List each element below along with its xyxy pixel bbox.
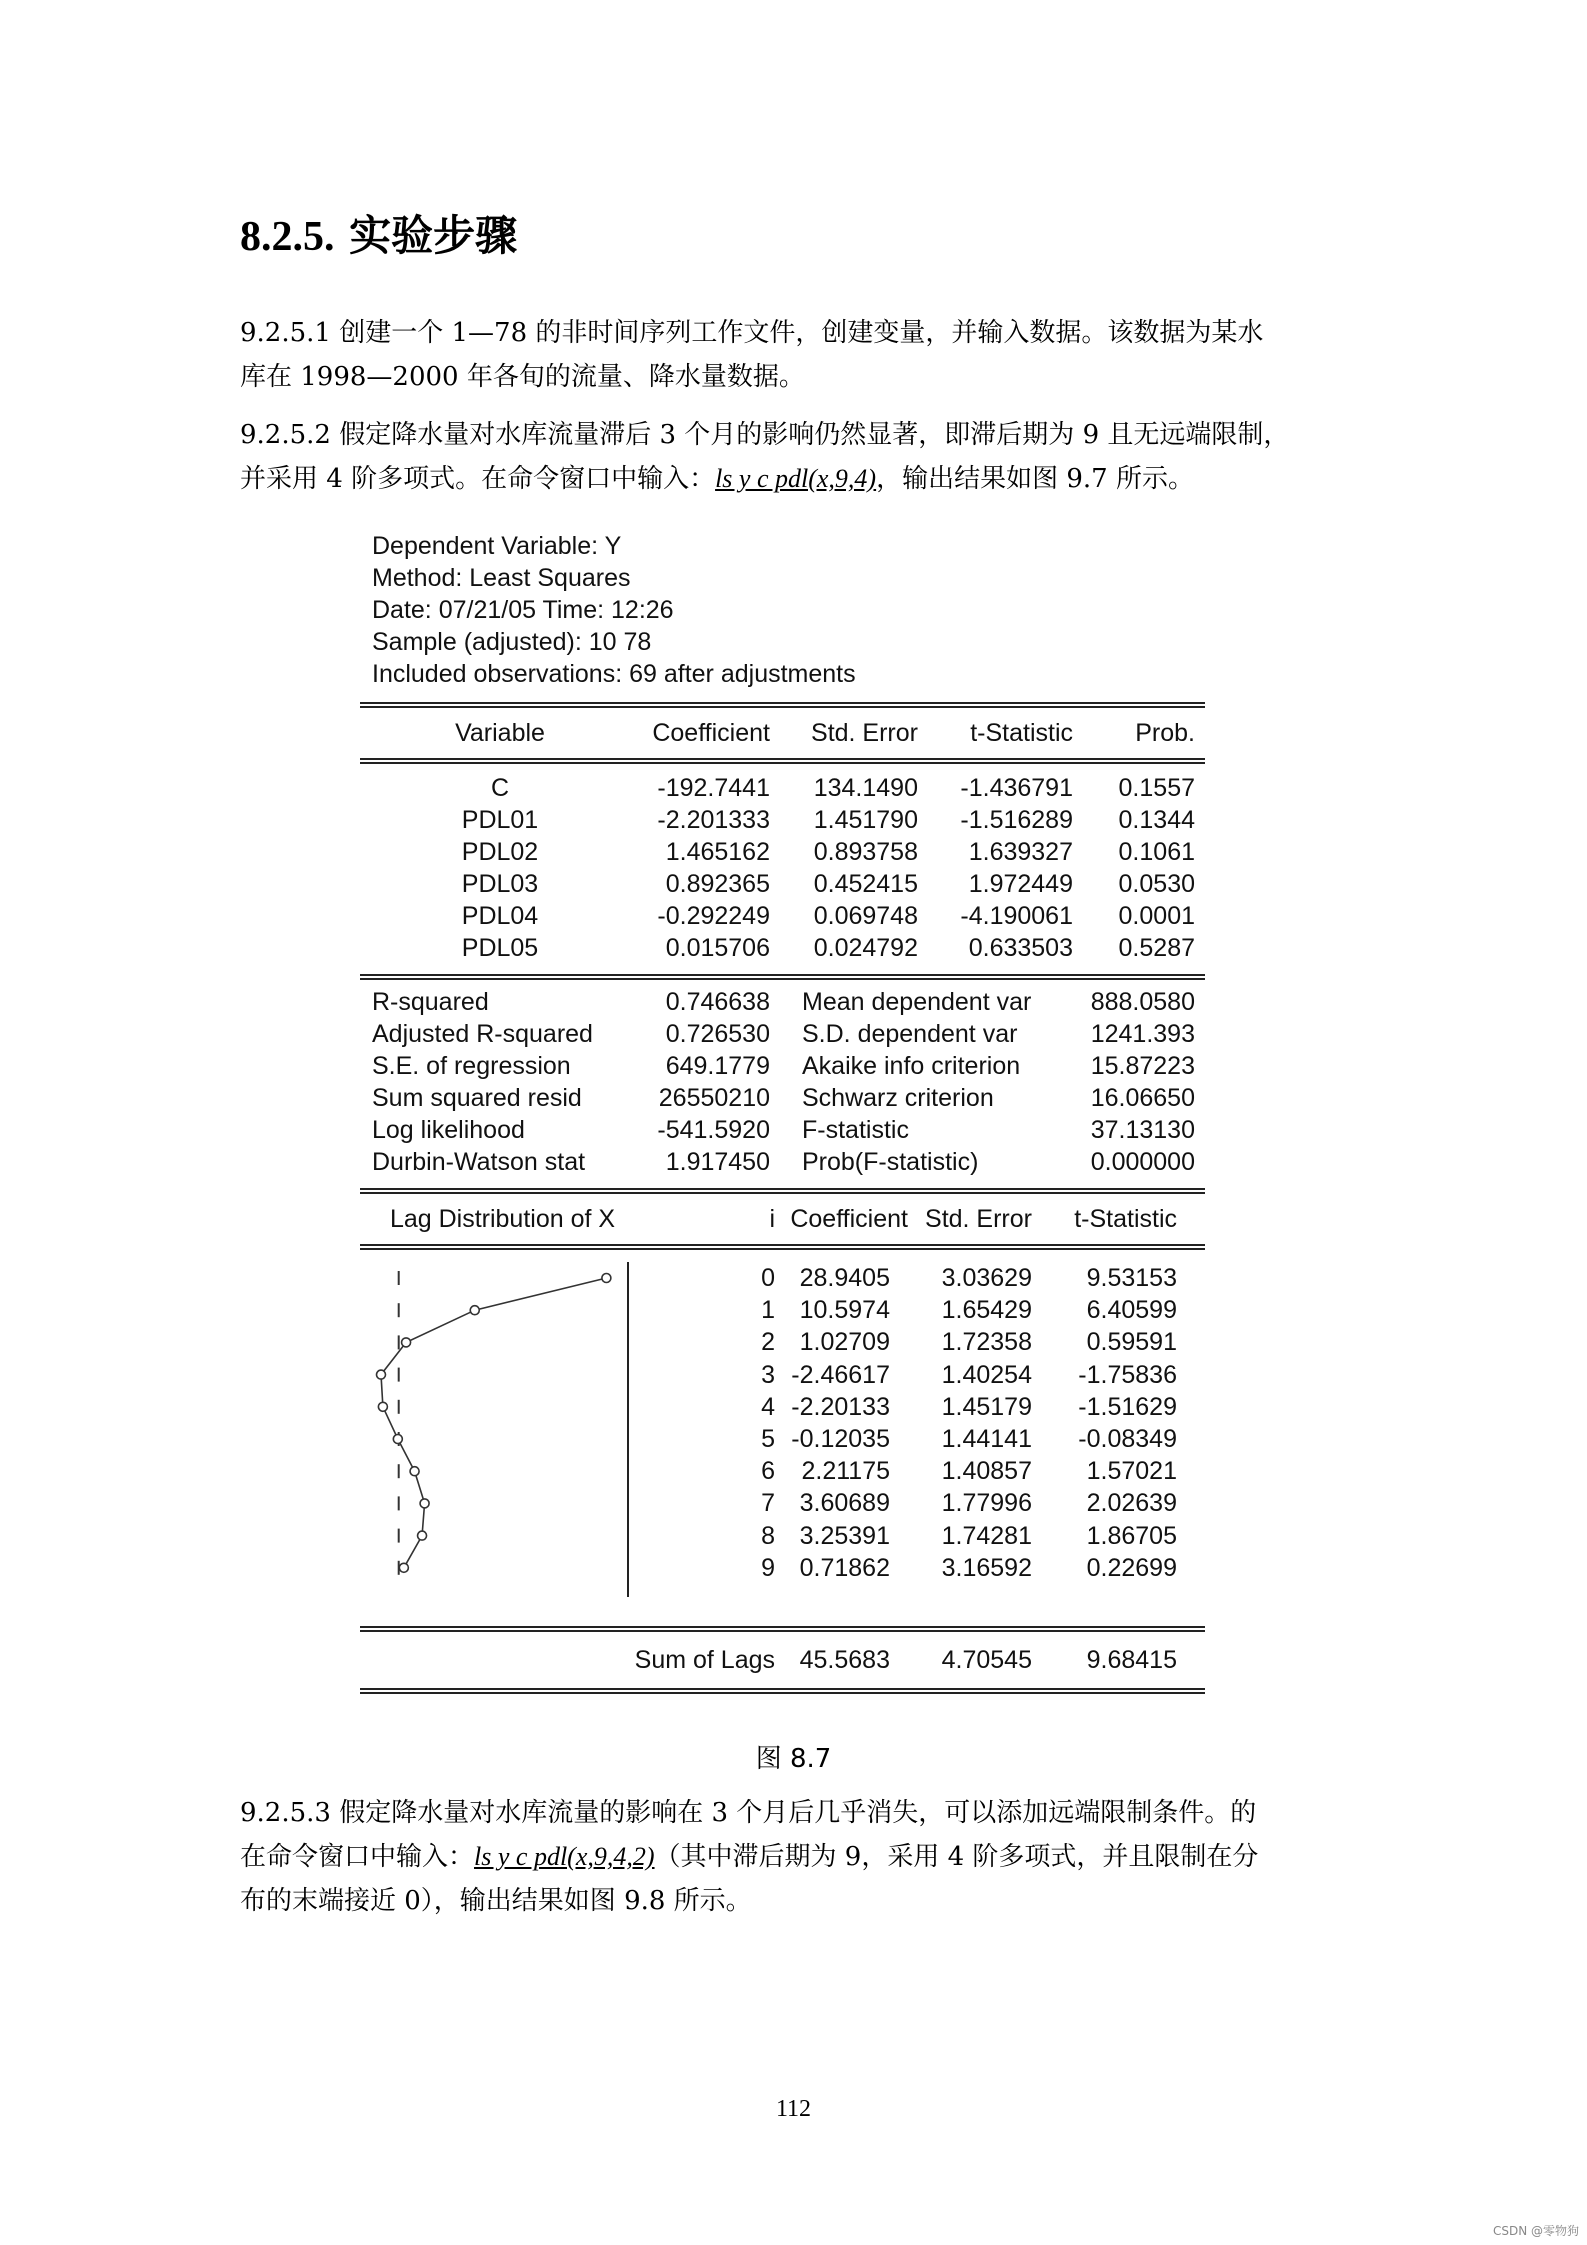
stat-label-left: Log likelihood bbox=[372, 1116, 525, 1144]
stat-value-left: 26550210 bbox=[658, 1084, 770, 1112]
output-header-line: Date: 07/21/05 Time: 12:26 bbox=[372, 596, 674, 624]
coef-std-error: 0.069748 bbox=[813, 902, 918, 930]
figure-caption: 图 8.7 bbox=[755, 1744, 832, 1774]
lag-section bbox=[360, 1262, 1205, 1622]
lag-row bbox=[360, 1359, 1205, 1391]
output-header-line: Sample (adjusted): 10 78 bbox=[372, 628, 652, 656]
coef-t-statistic: 1.639327 bbox=[968, 838, 1073, 866]
stat-value-right: 16.06650 bbox=[1090, 1084, 1195, 1112]
coef-prob: 0.1061 bbox=[1118, 838, 1195, 866]
lag-i: 8 bbox=[761, 1521, 775, 1550]
stat-value-left: 0.746638 bbox=[665, 988, 770, 1016]
lag-std-error: 1.40254 bbox=[941, 1360, 1032, 1389]
lag-row bbox=[360, 1423, 1205, 1455]
paragraph-3-line-2 bbox=[240, 1835, 1335, 1879]
coef-prob: 0.1344 bbox=[1118, 806, 1195, 834]
paragraph-3-line-1: 9.2.5.3 假定降水量对水库流量的影响在 3 个月后几乎消失，可以添加远端限制条件。的 bbox=[240, 1798, 1257, 1828]
lag-i: 0 bbox=[761, 1264, 775, 1292]
paragraph-3-line-3: 布的末端接近 0），输出结果如图 9.8 所示。 bbox=[240, 1886, 752, 1916]
col-prob: Prob. bbox=[1135, 719, 1195, 747]
lag-t-statistic: -1.51629 bbox=[1078, 1392, 1177, 1421]
coef-variable: PDL04 bbox=[461, 902, 539, 930]
coef-std-error: 1.451790 bbox=[813, 806, 918, 834]
section-heading bbox=[240, 203, 517, 263]
lag-std-error: 1.74281 bbox=[941, 1521, 1032, 1550]
eviews-output-table bbox=[360, 530, 1205, 1694]
stat-label-right: Prob(F-statistic) bbox=[802, 1148, 979, 1176]
lag-col-t-statistic: t-Statistic bbox=[1074, 1205, 1177, 1233]
coef-prob: 0.1557 bbox=[1118, 774, 1195, 802]
stat-value-right: 37.13130 bbox=[1090, 1116, 1195, 1144]
coef-prob: 0.0001 bbox=[1118, 902, 1195, 930]
command-code-2: ls y c pdl(x,9,4,2) bbox=[474, 1842, 655, 1871]
lag-i: 5 bbox=[761, 1424, 775, 1453]
coef-variable: C bbox=[490, 774, 510, 802]
lag-coefficient: -0.12035 bbox=[791, 1424, 890, 1453]
coef-std-error: 0.893758 bbox=[813, 838, 918, 866]
lag-col-coefficient: Coefficient bbox=[790, 1205, 908, 1233]
section-number: 8.2.5. bbox=[240, 214, 335, 260]
lag-row bbox=[360, 1294, 1205, 1326]
coef-t-statistic: 1.972449 bbox=[968, 870, 1073, 898]
col-variable: Variable bbox=[455, 719, 545, 747]
lag-std-error: 3.03629 bbox=[941, 1264, 1032, 1292]
lag-row bbox=[360, 1520, 1205, 1552]
lag-i: 1 bbox=[761, 1296, 775, 1325]
lag-std-error: 3.16592 bbox=[941, 1553, 1032, 1582]
lag-std-error: 1.72358 bbox=[941, 1328, 1032, 1357]
coef-prob: 0.0530 bbox=[1118, 870, 1195, 898]
lag-i: 4 bbox=[761, 1392, 775, 1421]
coef-row bbox=[360, 772, 1205, 804]
lag-t-statistic: 2.02639 bbox=[1086, 1489, 1177, 1518]
lag-i: 7 bbox=[761, 1489, 775, 1518]
coef-variable: PDL05 bbox=[461, 934, 539, 962]
lag-coefficient: 28.9405 bbox=[799, 1264, 890, 1292]
paragraph-1 bbox=[240, 311, 1335, 399]
paragraph-2-text-end: ，输出结果如图 9.7 所示。 bbox=[876, 464, 1194, 494]
lag-std-error: 1.40857 bbox=[941, 1457, 1032, 1486]
coef-std-error: 134.1490 bbox=[813, 774, 918, 802]
coef-coefficient: 0.015706 bbox=[665, 934, 770, 962]
lag-coefficient: -2.20133 bbox=[791, 1392, 890, 1421]
lag-row bbox=[360, 1391, 1205, 1423]
paragraph-2 bbox=[240, 413, 1335, 501]
stat-value-right: 888.0580 bbox=[1090, 988, 1195, 1016]
lag-col-i: i bbox=[769, 1205, 775, 1233]
lag-col-std-error: Std. Error bbox=[925, 1205, 1032, 1233]
paragraph-1-line-2: 库在 1998—2000 年各旬的流量、降水量数据。 bbox=[240, 362, 805, 392]
coef-header-row bbox=[360, 708, 1205, 758]
lag-t-statistic: 9.53153 bbox=[1086, 1264, 1177, 1292]
stat-value-left: 0.726530 bbox=[665, 1020, 770, 1048]
sum-std-error: 4.70545 bbox=[941, 1646, 1032, 1674]
stat-label-left: S.E. of regression bbox=[372, 1052, 571, 1080]
lag-row bbox=[360, 1487, 1205, 1519]
lag-i: 2 bbox=[761, 1328, 775, 1357]
output-header-line: Included observations: 69 after adjustments bbox=[372, 660, 856, 688]
coef-coefficient: 1.465162 bbox=[665, 838, 770, 866]
stat-value-left: -541.5920 bbox=[657, 1116, 770, 1144]
paragraph-2-line-1: 9.2.5.2 假定降水量对水库流量滞后 3 个月的影响仍然显著，即滞后期为 9 且无远端限制， bbox=[240, 420, 1290, 450]
stat-label-right: Schwarz criterion bbox=[802, 1084, 994, 1112]
lag-title: Lag Distribution of X bbox=[389, 1205, 616, 1233]
stat-row bbox=[360, 1146, 1205, 1178]
lag-row bbox=[360, 1326, 1205, 1358]
lag-coefficient: 3.25391 bbox=[799, 1521, 890, 1550]
stat-label-left: Sum squared resid bbox=[372, 1084, 582, 1112]
stat-label-left: R-squared bbox=[372, 988, 489, 1016]
statistics-rows bbox=[360, 986, 1205, 1178]
stat-row bbox=[360, 1018, 1205, 1050]
paragraph-1-line-1: 9.2.5.1 创建一个 1—78 的非时间序列工作文件，创建变量，并输入数据。该数据为某水 bbox=[240, 318, 1264, 348]
stat-row bbox=[360, 1114, 1205, 1146]
coef-variable: PDL03 bbox=[461, 870, 539, 898]
stat-label-left: Adjusted R-squared bbox=[372, 1020, 593, 1048]
stat-value-right: 0.000000 bbox=[1090, 1148, 1195, 1176]
lag-rows bbox=[360, 1262, 1205, 1584]
stat-label-right: F-statistic bbox=[802, 1116, 909, 1144]
stat-row bbox=[360, 1082, 1205, 1114]
watermark: CSDN @零物狗 bbox=[1492, 2224, 1579, 2238]
sum-t-statistic: 9.68415 bbox=[1086, 1646, 1177, 1674]
coef-coefficient: -192.7441 bbox=[657, 774, 770, 802]
lag-std-error: 1.44141 bbox=[941, 1424, 1032, 1453]
coef-coefficient: -2.201333 bbox=[657, 806, 770, 834]
lag-i: 3 bbox=[761, 1360, 775, 1389]
lag-std-error: 1.65429 bbox=[941, 1296, 1032, 1325]
lag-coefficient: 0.71862 bbox=[799, 1553, 890, 1582]
paragraph-2-line-2 bbox=[240, 457, 1335, 501]
output-header-line: Method: Least Squares bbox=[372, 564, 631, 592]
lag-coefficient: 10.5974 bbox=[799, 1296, 890, 1325]
sum-coefficient: 45.5683 bbox=[799, 1646, 890, 1674]
stat-row bbox=[360, 1050, 1205, 1082]
page-number: 112 bbox=[775, 2096, 812, 2122]
lag-row bbox=[360, 1455, 1205, 1487]
coef-row bbox=[360, 932, 1205, 964]
coef-prob: 0.5287 bbox=[1118, 934, 1195, 962]
lag-i: 9 bbox=[761, 1553, 775, 1582]
lag-std-error: 1.77996 bbox=[941, 1489, 1032, 1518]
stat-label-right: Mean dependent var bbox=[802, 988, 1032, 1016]
lag-coefficient: -2.46617 bbox=[791, 1360, 890, 1389]
coef-variable: PDL02 bbox=[461, 838, 539, 866]
lag-row bbox=[360, 1262, 1205, 1294]
stat-value-left: 649.1779 bbox=[665, 1052, 770, 1080]
lag-i: 6 bbox=[761, 1457, 775, 1486]
output-header bbox=[360, 530, 1205, 690]
stat-label-right: Akaike info criterion bbox=[802, 1052, 1021, 1080]
paragraph-3 bbox=[240, 1791, 1335, 1923]
stat-value-right: 1241.393 bbox=[1090, 1020, 1195, 1048]
col-coefficient: Coefficient bbox=[652, 719, 770, 747]
coef-std-error: 0.452415 bbox=[813, 870, 918, 898]
lag-t-statistic: 0.59591 bbox=[1086, 1328, 1177, 1357]
stat-value-right: 15.87223 bbox=[1090, 1052, 1195, 1080]
col-t-statistic: t-Statistic bbox=[970, 719, 1073, 747]
lag-coefficient: 1.02709 bbox=[799, 1328, 890, 1357]
paragraph-2-text: 并采用 4 阶多项式。在命令窗口中输入： bbox=[240, 464, 716, 494]
lag-t-statistic: -1.75836 bbox=[1078, 1360, 1177, 1389]
command-code-1: ls y c pdl(x,9,4) bbox=[715, 464, 877, 493]
lag-t-statistic: 6.40599 bbox=[1086, 1296, 1177, 1325]
coef-row bbox=[360, 900, 1205, 932]
stat-label-left: Durbin-Watson stat bbox=[372, 1148, 586, 1176]
stat-value-left: 1.917450 bbox=[665, 1148, 770, 1176]
coef-variable: PDL01 bbox=[461, 806, 539, 834]
coef-t-statistic: -1.516289 bbox=[960, 806, 1073, 834]
coef-t-statistic: -1.436791 bbox=[960, 774, 1073, 802]
coef-row bbox=[360, 836, 1205, 868]
sum-label: Sum of Lags bbox=[634, 1646, 775, 1674]
output-header-line: Dependent Variable: Y bbox=[372, 532, 622, 560]
coef-row bbox=[360, 804, 1205, 836]
paragraph-3-text-end: （其中滞后期为 9，采用 4 阶多项式，并且限制在分 bbox=[654, 1842, 1259, 1872]
col-std-error: Std. Error bbox=[811, 719, 918, 747]
lag-coefficient: 2.21175 bbox=[801, 1457, 890, 1486]
sum-of-lags-row bbox=[360, 1632, 1205, 1688]
coefficient-rows bbox=[360, 772, 1205, 964]
coef-coefficient: -0.292249 bbox=[657, 902, 770, 930]
lag-t-statistic: 0.22699 bbox=[1086, 1553, 1177, 1582]
stat-row bbox=[360, 986, 1205, 1018]
coef-t-statistic: -4.190061 bbox=[960, 902, 1073, 930]
coef-coefficient: 0.892365 bbox=[665, 870, 770, 898]
stat-label-right: S.D. dependent var bbox=[802, 1020, 1018, 1048]
section-title: 实验步骤 bbox=[349, 211, 518, 260]
lag-t-statistic: 1.86705 bbox=[1086, 1521, 1177, 1550]
lag-t-statistic: -0.08349 bbox=[1078, 1424, 1177, 1453]
coef-std-error: 0.024792 bbox=[813, 934, 918, 962]
coef-row bbox=[360, 868, 1205, 900]
rule bbox=[360, 1688, 1205, 1694]
lag-header-row bbox=[360, 1194, 1205, 1244]
coef-t-statistic: 0.633503 bbox=[968, 934, 1073, 962]
lag-row bbox=[360, 1552, 1205, 1584]
paragraph-3-text: 在命令窗口中输入： bbox=[240, 1842, 475, 1872]
lag-t-statistic: 1.57021 bbox=[1086, 1457, 1177, 1486]
lag-coefficient: 3.60689 bbox=[799, 1489, 890, 1518]
lag-std-error: 1.45179 bbox=[941, 1392, 1032, 1421]
